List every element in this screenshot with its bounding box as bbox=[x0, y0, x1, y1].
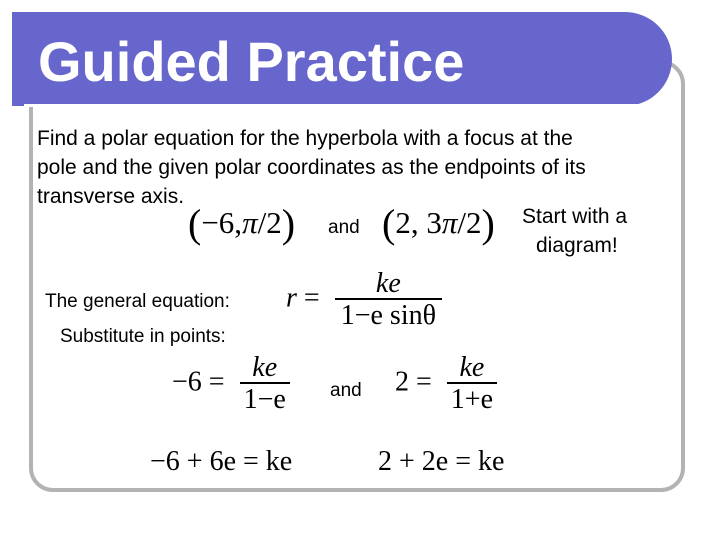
point-2-angle-rest: /2 bbox=[457, 205, 482, 240]
and-label-1: and bbox=[328, 217, 360, 238]
hint-line-2: diagram! bbox=[536, 234, 618, 257]
sub2-equals: = bbox=[416, 366, 432, 398]
title-banner bbox=[12, 12, 672, 106]
point-2-pi: π bbox=[441, 205, 458, 240]
problem-line-3: transverse axis. bbox=[37, 185, 185, 208]
point-2-r-angle: 2, 3 bbox=[395, 205, 442, 240]
substitute-label: Substitute in points: bbox=[60, 326, 226, 347]
title-underline bbox=[24, 104, 648, 107]
problem-line-1: Find a polar equation for the hyperbola with a focus at the bbox=[37, 127, 573, 150]
result-equation-1: −6 + 6e = ke bbox=[150, 446, 293, 477]
substitution-equation-1 bbox=[172, 354, 290, 414]
sub2-numerator: ke bbox=[459, 352, 485, 383]
result-equation-2: 2 + 2e = ke bbox=[378, 446, 505, 477]
general-lhs: r bbox=[286, 282, 297, 314]
and-label-2: and bbox=[330, 380, 362, 401]
general-denominator: 1−e sinθ bbox=[335, 298, 442, 330]
general-equals: = bbox=[303, 282, 320, 314]
sub1-numerator: ke bbox=[252, 352, 278, 383]
slide-title: Guided Practice bbox=[38, 30, 465, 93]
sub1-fraction bbox=[240, 354, 290, 414]
sub2-fraction bbox=[447, 354, 497, 414]
sub1-lhs: −6 bbox=[172, 366, 202, 398]
general-equation-label: The general equation: bbox=[45, 291, 230, 312]
point-1-angle-rest: /2 bbox=[257, 205, 282, 240]
sub2-lhs: 2 bbox=[395, 366, 409, 398]
general-fraction bbox=[335, 270, 442, 330]
point-1-pi: π bbox=[242, 205, 258, 240]
point-1-coordinates: (−6,π/2) bbox=[188, 201, 296, 246]
point-2-coordinates: (2, 3π/2) bbox=[382, 201, 495, 246]
problem-line-2: pole and the given polar coordinates as the endpoints of its bbox=[37, 156, 586, 179]
general-numerator: ke bbox=[375, 268, 401, 299]
hint-line-1: Start with a bbox=[522, 205, 628, 228]
sub1-denominator: 1−e bbox=[240, 382, 290, 414]
point-1-r: −6, bbox=[201, 205, 243, 240]
sub1-equals: = bbox=[208, 366, 225, 398]
sub2-denominator: 1+e bbox=[447, 382, 497, 414]
general-polar-equation bbox=[286, 270, 442, 330]
substitution-equation-2 bbox=[395, 354, 497, 414]
